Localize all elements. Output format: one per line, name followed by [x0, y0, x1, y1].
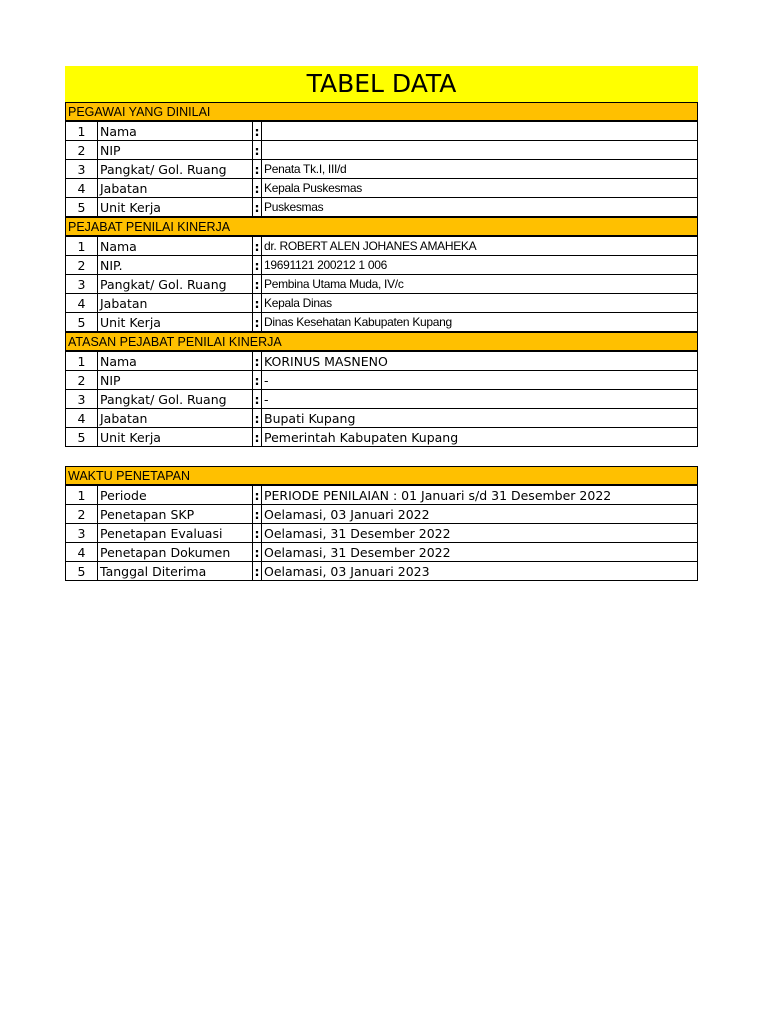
table-waktu-penetapan	[65, 485, 698, 581]
row-label: Penetapan SKP	[98, 505, 253, 524]
row-number: 4	[66, 179, 98, 198]
row-number: 5	[66, 198, 98, 217]
row-number: 3	[66, 524, 98, 543]
row-value[interactable]: Oelamasi, 31 Desember 2022	[262, 543, 698, 562]
row-label: Unit Kerja	[98, 313, 253, 332]
table-row	[66, 141, 698, 160]
row-label: NIP	[98, 371, 253, 390]
row-colon: :	[254, 391, 260, 407]
row-value[interactable]: PERIODE PENILAIAN : 01 Januari s/d 31 Desember 2022	[262, 486, 698, 505]
row-label: Pangkat/ Gol. Ruang	[98, 160, 253, 179]
section-heading-pejabat-penilai: PEJABAT PENILAI KINERJA	[65, 217, 698, 236]
row-value[interactable]: Oelamasi, 03 Januari 2022	[262, 505, 698, 524]
row-label: Nama	[98, 237, 253, 256]
section-heading-pegawai: PEGAWAI YANG DINILAI	[65, 102, 698, 121]
row-number: 3	[66, 275, 98, 294]
table-row	[66, 428, 698, 447]
table-row	[66, 160, 698, 179]
row-colon: :	[254, 276, 260, 292]
row-value[interactable]	[262, 141, 698, 160]
row-label: Nama	[98, 122, 253, 141]
row-colon: :	[254, 429, 260, 445]
table-atasan	[65, 351, 698, 447]
row-colon: :	[254, 199, 260, 215]
row-value[interactable]: -	[262, 371, 698, 390]
row-number: 2	[66, 256, 98, 275]
row-colon: :	[254, 487, 260, 503]
row-colon: :	[254, 353, 260, 369]
row-label: Penetapan Dokumen	[98, 543, 253, 562]
row-value[interactable]	[262, 122, 698, 141]
row-number: 2	[66, 505, 98, 524]
row-value[interactable]: Kepala Puskesmas	[262, 179, 698, 198]
row-number: 1	[66, 122, 98, 141]
row-colon: :	[254, 238, 260, 254]
row-colon: :	[254, 142, 260, 158]
row-label: NIP	[98, 141, 253, 160]
row-colon: :	[254, 372, 260, 388]
row-label: Unit Kerja	[98, 198, 253, 217]
row-value[interactable]: Pembina Utama Muda, IV/c	[262, 275, 698, 294]
table-row	[66, 486, 698, 505]
section-spacer	[65, 447, 698, 466]
row-label: Jabatan	[98, 409, 253, 428]
data-sheet	[65, 66, 698, 581]
row-colon: :	[254, 506, 260, 522]
row-label: Penetapan Evaluasi	[98, 524, 253, 543]
section-heading-atasan: ATASAN PEJABAT PENILAI KINERJA	[65, 332, 698, 351]
row-value[interactable]: Oelamasi, 03 Januari 2023	[262, 562, 698, 581]
row-number: 3	[66, 160, 98, 179]
row-colon: :	[254, 563, 260, 579]
row-number: 1	[66, 486, 98, 505]
table-row	[66, 562, 698, 581]
table-row	[66, 122, 698, 141]
row-colon: :	[254, 410, 260, 426]
row-label: Pangkat/ Gol. Ruang	[98, 390, 253, 409]
row-colon: :	[254, 161, 260, 177]
row-label: Periode	[98, 486, 253, 505]
row-label: Pangkat/ Gol. Ruang	[98, 275, 253, 294]
row-value[interactable]: Kepala Dinas	[262, 294, 698, 313]
row-number: 5	[66, 313, 98, 332]
table-row	[66, 256, 698, 275]
row-label: Nama	[98, 352, 253, 371]
table-row	[66, 294, 698, 313]
row-number: 2	[66, 141, 98, 160]
table-pegawai	[65, 121, 698, 217]
table-row	[66, 352, 698, 371]
row-label: Jabatan	[98, 294, 253, 313]
table-row	[66, 198, 698, 217]
row-label: Unit Kerja	[98, 428, 253, 447]
row-value[interactable]: -	[262, 390, 698, 409]
row-number: 2	[66, 371, 98, 390]
row-value[interactable]: dr. ROBERT ALEN JOHANES AMAHEKA	[262, 237, 698, 256]
row-value[interactable]: Pemerintah Kabupaten Kupang	[262, 428, 698, 447]
row-number: 5	[66, 562, 98, 581]
row-label: NIP.	[98, 256, 253, 275]
table-row	[66, 524, 698, 543]
table-row	[66, 505, 698, 524]
table-row	[66, 371, 698, 390]
row-value[interactable]: Bupati Kupang	[262, 409, 698, 428]
row-label: Jabatan	[98, 179, 253, 198]
row-value[interactable]: Penata Tk.I, III/d	[262, 160, 698, 179]
table-row	[66, 179, 698, 198]
row-colon: :	[254, 180, 260, 196]
row-colon: :	[254, 525, 260, 541]
section-heading-waktu-penetapan: WAKTU PENETAPAN	[65, 466, 698, 485]
row-colon: :	[254, 314, 260, 330]
row-colon: :	[254, 123, 260, 139]
table-row	[66, 543, 698, 562]
row-number: 5	[66, 428, 98, 447]
row-value[interactable]: Oelamasi, 31 Desember 2022	[262, 524, 698, 543]
row-value[interactable]: KORINUS MASNENO	[262, 352, 698, 371]
table-row	[66, 390, 698, 409]
row-colon: :	[254, 295, 260, 311]
row-number: 4	[66, 294, 98, 313]
table-row	[66, 313, 698, 332]
row-value[interactable]: Puskesmas	[262, 198, 698, 217]
row-value[interactable]: 19691121 200212 1 006	[262, 256, 698, 275]
row-number: 1	[66, 352, 98, 371]
row-value[interactable]: Dinas Kesehatan Kabupaten Kupang	[262, 313, 698, 332]
table-row	[66, 237, 698, 256]
table-pejabat-penilai	[65, 236, 698, 332]
row-number: 4	[66, 543, 98, 562]
row-label: Tanggal Diterima	[98, 562, 253, 581]
row-number: 3	[66, 390, 98, 409]
row-colon: :	[254, 544, 260, 560]
table-row	[66, 409, 698, 428]
table-row	[66, 275, 698, 294]
row-colon: :	[254, 257, 260, 273]
row-number: 4	[66, 409, 98, 428]
row-number: 1	[66, 237, 98, 256]
sheet-title: TABEL DATA	[65, 66, 698, 102]
